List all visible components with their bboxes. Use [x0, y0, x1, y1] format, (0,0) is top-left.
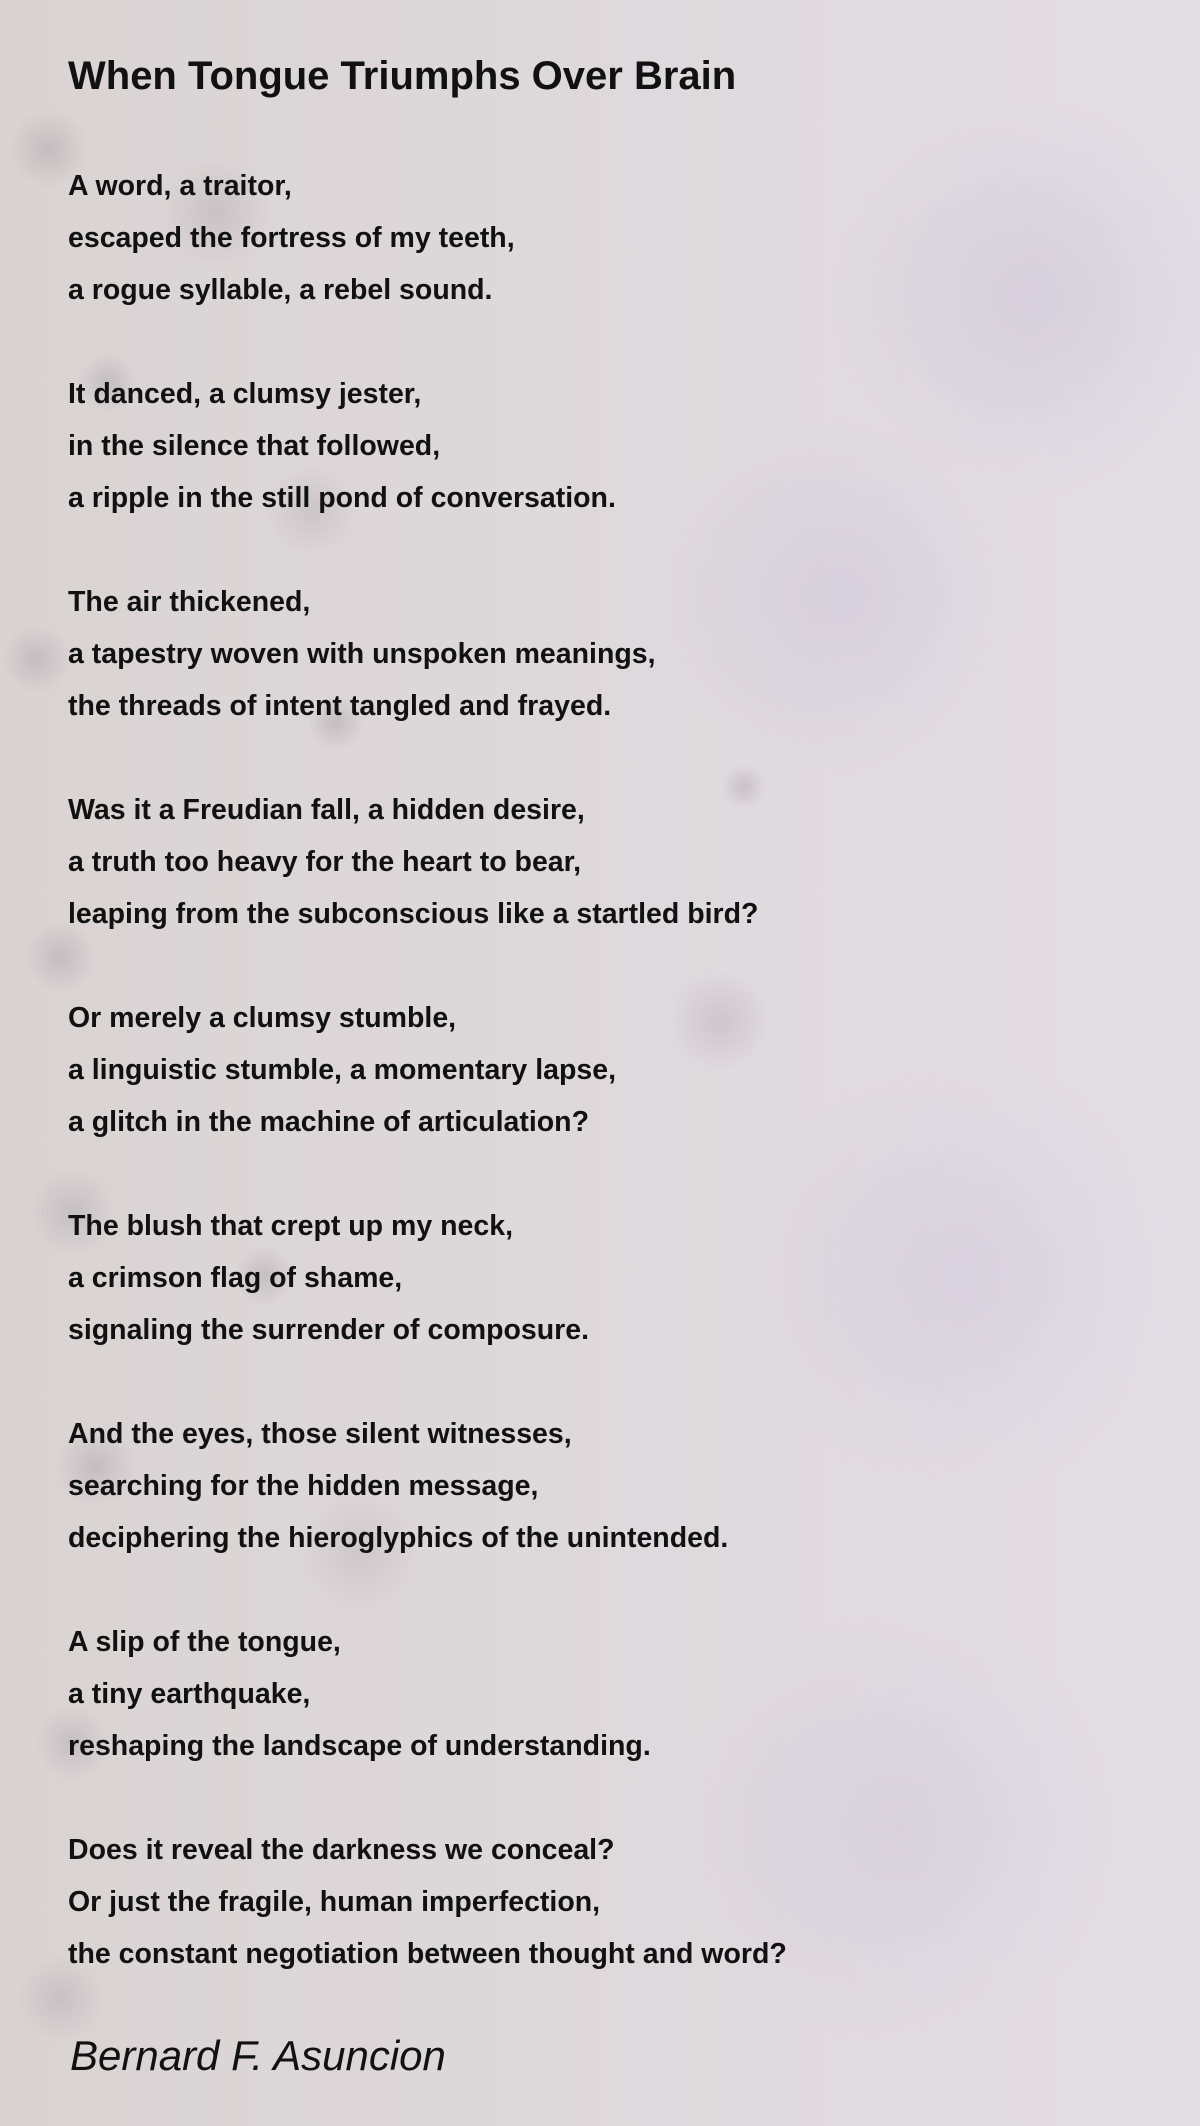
poem-line: in the silence that followed,	[68, 430, 441, 462]
stanza-8	[68, 1616, 1148, 1772]
stanza-2	[68, 368, 1148, 524]
poem-line: signaling the surrender of composure.	[68, 1314, 590, 1346]
poem-title: When Tongue Triumphs Over Brain	[68, 54, 737, 98]
stanza-4	[68, 784, 1148, 940]
stanza-7	[68, 1408, 1148, 1564]
poem-line: searching for the hidden message,	[68, 1470, 539, 1502]
stanza-1	[68, 160, 1148, 316]
stanza-6	[68, 1200, 1148, 1356]
poem-line: The blush that crept up my neck,	[68, 1210, 513, 1242]
poem-line: the threads of intent tangled and frayed.	[68, 690, 612, 722]
poem-line: a truth too heavy for the heart to bear,	[68, 846, 582, 878]
poem-line: a tapestry woven with unspoken meanings,	[68, 638, 656, 670]
poem-line: the constant negotiation between thought and word?	[68, 1938, 787, 1970]
poem-line: Or merely a clumsy stumble,	[68, 1002, 457, 1034]
poem-line: Does it reveal the darkness we conceal?	[68, 1834, 615, 1866]
poem-line: A word, a traitor,	[68, 170, 292, 202]
poem-line: escaped the fortress of my teeth,	[68, 222, 515, 254]
poem-line: a tiny earthquake,	[68, 1678, 311, 1710]
stanza-9	[68, 1824, 1148, 1980]
poem-line: A slip of the tongue,	[68, 1626, 341, 1658]
poem-line: Or just the fragile, human imperfection,	[68, 1886, 601, 1918]
poem-line: a glitch in the machine of articulation?	[68, 1106, 589, 1138]
poem-line: a linguistic stumble, a momentary lapse,	[68, 1054, 616, 1086]
poem-line: deciphering the hieroglyphics of the unintended.	[68, 1522, 729, 1554]
poem-line: a rogue syllable, a rebel sound.	[68, 274, 493, 306]
poem-line: reshaping the landscape of understanding.	[68, 1730, 651, 1762]
poem-line: leaping from the subconscious like a startled bird?	[68, 898, 759, 930]
stanza-5	[68, 992, 1148, 1148]
poem-author: Bernard F. Asuncion	[70, 2032, 446, 2079]
poem-line: Was it a Freudian fall, a hidden desire,	[68, 794, 585, 826]
poem-line: And the eyes, those silent witnesses,	[68, 1418, 572, 1450]
poem-line: a ripple in the still pond of conversation.	[68, 482, 616, 514]
poem-body	[68, 160, 1148, 1980]
stanza-3	[68, 576, 1148, 732]
poem-line: It danced, a clumsy jester,	[68, 378, 422, 410]
poem-line: a crimson flag of shame,	[68, 1262, 403, 1294]
poem-line: The air thickened,	[68, 586, 311, 618]
poem-card	[68, 48, 1148, 2084]
